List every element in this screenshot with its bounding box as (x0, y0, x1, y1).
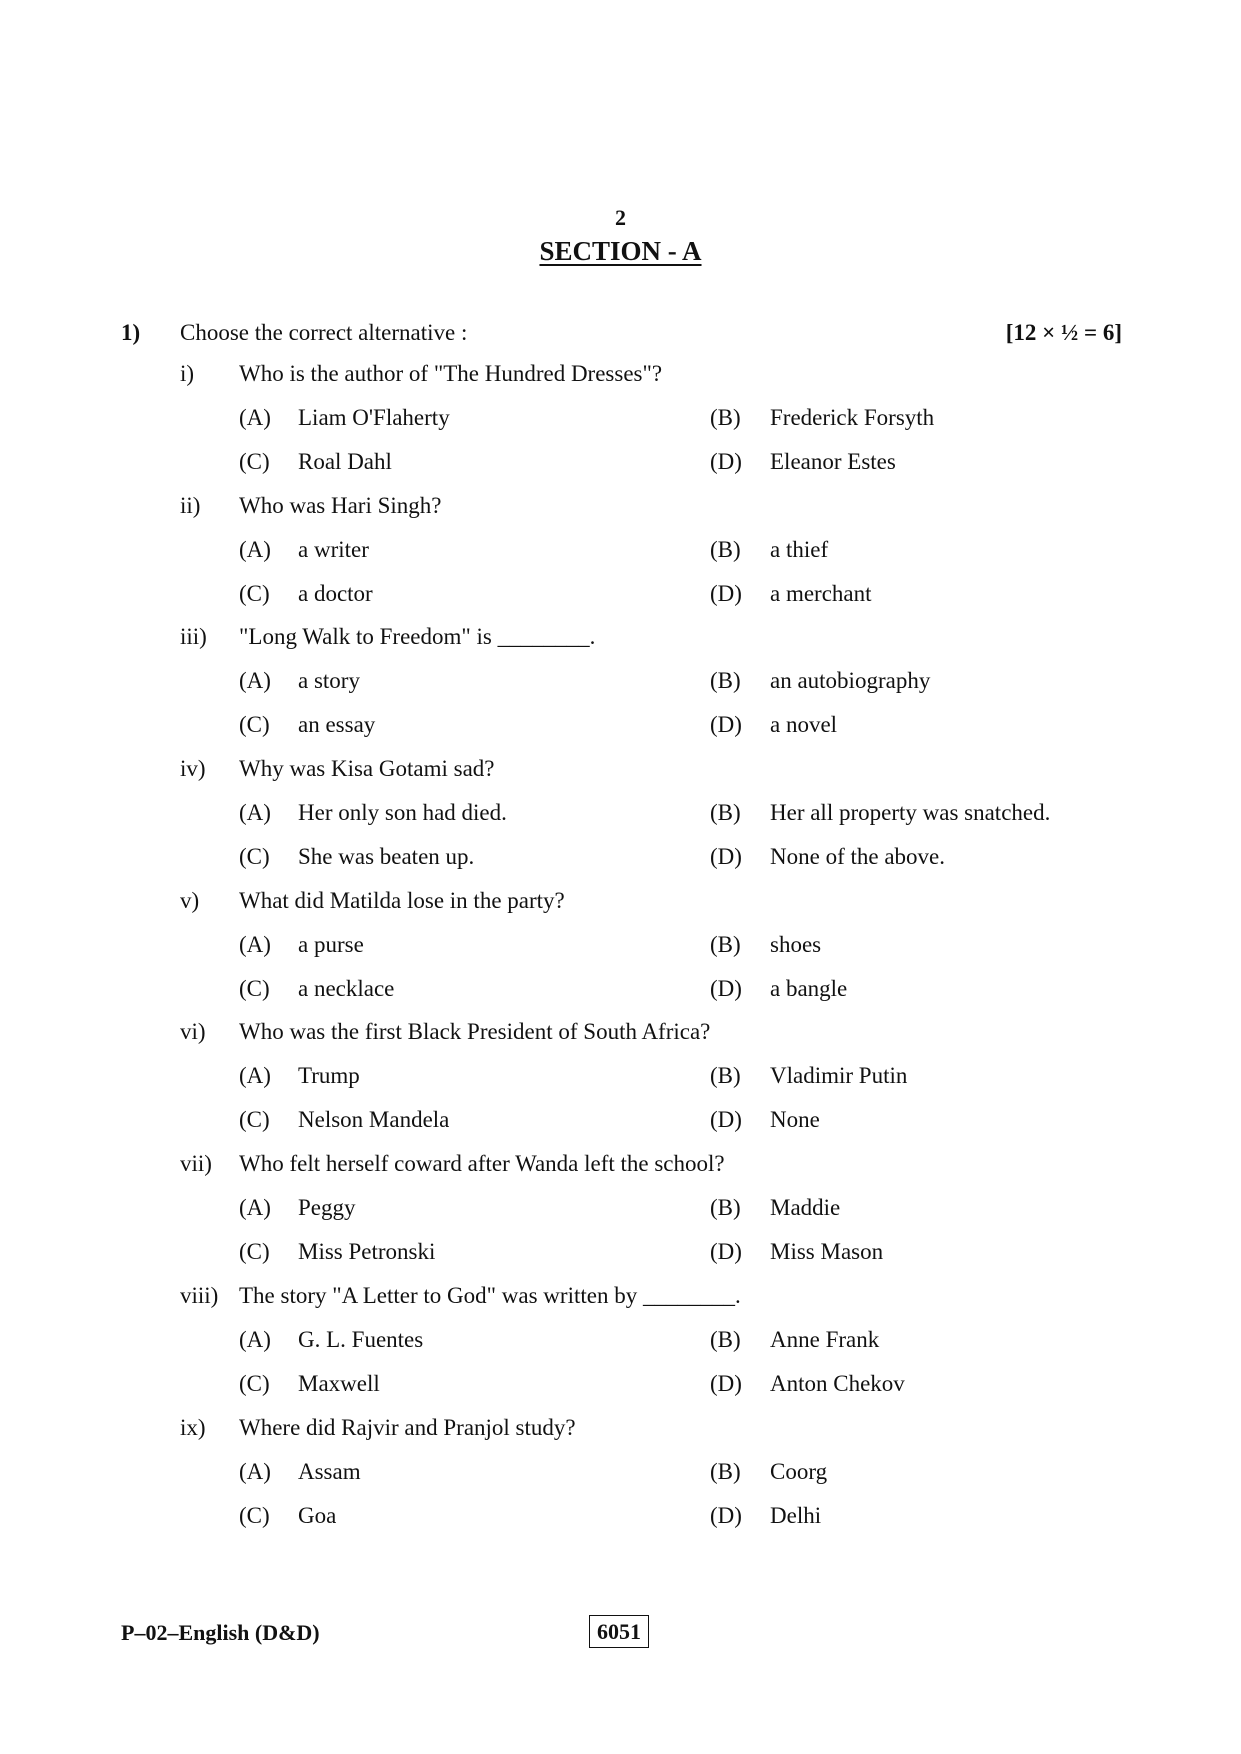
option-text: Goa (298, 1502, 337, 1528)
question-text: Who is the author of "The Hundred Dresses"? (239, 361, 663, 386)
question-roman: i) (180, 361, 195, 386)
option-text: an essay (298, 712, 376, 738)
option-row (0, 713, 1241, 757)
option-label: (A) (239, 931, 271, 957)
option-text: Peggy (298, 1195, 356, 1221)
question-roman: iii) (180, 624, 207, 650)
option-label: (B) (710, 931, 741, 957)
option-row (0, 1504, 1241, 1548)
option-label: (A) (239, 405, 271, 430)
question-roman: viii) (180, 1282, 219, 1308)
question-item (0, 625, 1241, 757)
option-text: Eleanor Estes (770, 449, 896, 474)
question-row (0, 1284, 1241, 1328)
option-text: a thief (770, 536, 829, 562)
option-label: (B) (710, 1063, 741, 1089)
option-label: (B) (710, 536, 741, 562)
section-title (0, 236, 1241, 267)
option-text: a merchant (770, 580, 872, 606)
option-text: a writer (298, 536, 369, 562)
option-text: a story (298, 668, 360, 694)
option-label: (C) (239, 975, 270, 1001)
option-label: (A) (239, 1326, 271, 1352)
option-label: (C) (239, 712, 270, 738)
option-text: Anne Frank (770, 1326, 880, 1352)
question-roman: ix) (180, 1414, 206, 1440)
option-label: (D) (710, 580, 742, 606)
option-row (0, 1240, 1241, 1284)
option-label: (C) (239, 844, 270, 870)
option-label: (C) (239, 449, 270, 474)
question-item (0, 494, 1241, 626)
option-row (0, 1372, 1241, 1416)
option-row (0, 669, 1241, 713)
option-row (0, 801, 1241, 845)
question-row (0, 362, 1241, 406)
option-text: Miss Mason (770, 1239, 884, 1265)
option-label: (D) (710, 975, 742, 1001)
instruction: Choose the correct alternative : (180, 320, 468, 345)
option-row (0, 406, 1241, 450)
option-label: (B) (710, 1326, 741, 1352)
option-label: (D) (710, 1107, 742, 1133)
option-row (0, 1460, 1241, 1504)
option-label: (B) (710, 1458, 741, 1484)
question-row (0, 889, 1241, 933)
question-row (0, 1416, 1241, 1460)
option-label: (A) (239, 668, 271, 694)
option-label: (B) (710, 1195, 741, 1221)
option-text: Her all property was snatched. (770, 800, 1051, 826)
question-roman: ii) (180, 492, 201, 518)
option-text: a bangle (770, 975, 848, 1001)
option-text: a purse (298, 931, 364, 957)
option-label: (B) (710, 668, 741, 694)
question-text: Who was the first Black President of South Africa? (239, 1019, 711, 1045)
footer-code: P–02–English (D&D) (121, 1620, 320, 1645)
option-row (0, 1328, 1241, 1372)
option-row (0, 845, 1241, 889)
option-text: Frederick Forsyth (770, 405, 935, 430)
option-text: None of the above. (770, 844, 945, 870)
section-title-text: SECTION - A (539, 236, 702, 266)
option-row (0, 450, 1241, 494)
option-label: (C) (239, 1370, 270, 1396)
question-number: 1) (121, 320, 141, 345)
option-text: Miss Petronski (298, 1239, 436, 1265)
option-label: (B) (710, 800, 741, 826)
question-row (0, 1152, 1241, 1196)
question-roman: iv) (180, 756, 206, 782)
option-label: (D) (710, 1370, 742, 1396)
option-row (0, 538, 1241, 582)
option-text: Anton Chekov (770, 1370, 905, 1396)
question-item (0, 889, 1241, 1021)
option-text: a necklace (298, 975, 395, 1001)
option-text: Her only son had died. (298, 800, 507, 826)
question-row (0, 625, 1241, 669)
option-label: (C) (239, 1239, 270, 1265)
option-text: Nelson Mandela (298, 1107, 450, 1133)
question-item (0, 362, 1241, 494)
option-label: (D) (710, 844, 742, 870)
question-text: Where did Rajvir and Pranjol study? (239, 1414, 576, 1440)
option-text: G. L. Fuentes (298, 1326, 424, 1352)
question-roman: vi) (180, 1019, 206, 1045)
option-row (0, 582, 1241, 626)
page-number: 2 (615, 205, 626, 230)
question-row (0, 757, 1241, 801)
option-text: a doctor (298, 580, 373, 606)
question-text: The story "A Letter to God" was written by ________. (239, 1282, 741, 1308)
option-label: (B) (710, 405, 741, 430)
paper-number-box: 6051 (589, 1615, 649, 1648)
question-text: Who felt herself coward after Wanda left the school? (239, 1151, 725, 1177)
question-row (0, 494, 1241, 538)
option-row (0, 933, 1241, 977)
question-item (0, 1152, 1241, 1284)
option-label: (A) (239, 536, 271, 562)
question-roman: v) (180, 887, 200, 913)
option-label: (D) (710, 449, 742, 474)
option-label: (A) (239, 1195, 271, 1221)
option-text: Coorg (770, 1458, 828, 1484)
option-label: (C) (239, 1502, 270, 1528)
question-text: "Long Walk to Freedom" is ________. (239, 624, 596, 650)
question-roman: vii) (180, 1151, 212, 1177)
option-text: Maddie (770, 1195, 841, 1221)
option-label: (A) (239, 800, 271, 826)
option-label: (D) (710, 712, 742, 738)
option-text: Maxwell (298, 1370, 380, 1396)
option-label: (A) (239, 1063, 271, 1089)
question-item (0, 1284, 1241, 1416)
option-label: (D) (710, 1239, 742, 1265)
option-row (0, 1108, 1241, 1152)
question-text: Why was Kisa Gotami sad? (239, 756, 495, 782)
option-text: shoes (770, 931, 822, 957)
option-row (0, 977, 1241, 1021)
option-text: Roal Dahl (298, 449, 392, 474)
option-text: She was beaten up. (298, 844, 475, 870)
option-text: an autobiography (770, 668, 931, 694)
question-text: What did Matilda lose in the party? (239, 887, 565, 913)
option-label: (C) (239, 580, 270, 606)
question-item (0, 1416, 1241, 1548)
marks: [12 × ½ = 6] (1005, 320, 1122, 345)
option-text: Delhi (770, 1502, 822, 1528)
question-row (0, 1020, 1241, 1064)
option-row (0, 1064, 1241, 1108)
option-text: a novel (770, 712, 838, 738)
option-label: (D) (710, 1502, 742, 1528)
option-text: Liam O'Flaherty (298, 405, 450, 430)
option-label: (C) (239, 1107, 270, 1133)
option-text: Trump (298, 1063, 360, 1089)
option-text: Assam (298, 1458, 361, 1484)
question-list (0, 362, 1241, 1547)
option-text: Vladimir Putin (770, 1063, 908, 1089)
question-item (0, 1020, 1241, 1152)
option-label: (A) (239, 1458, 271, 1484)
question-text: Who was Hari Singh? (239, 492, 442, 518)
option-row (0, 1196, 1241, 1240)
option-text: None (770, 1107, 820, 1133)
question-item (0, 757, 1241, 889)
